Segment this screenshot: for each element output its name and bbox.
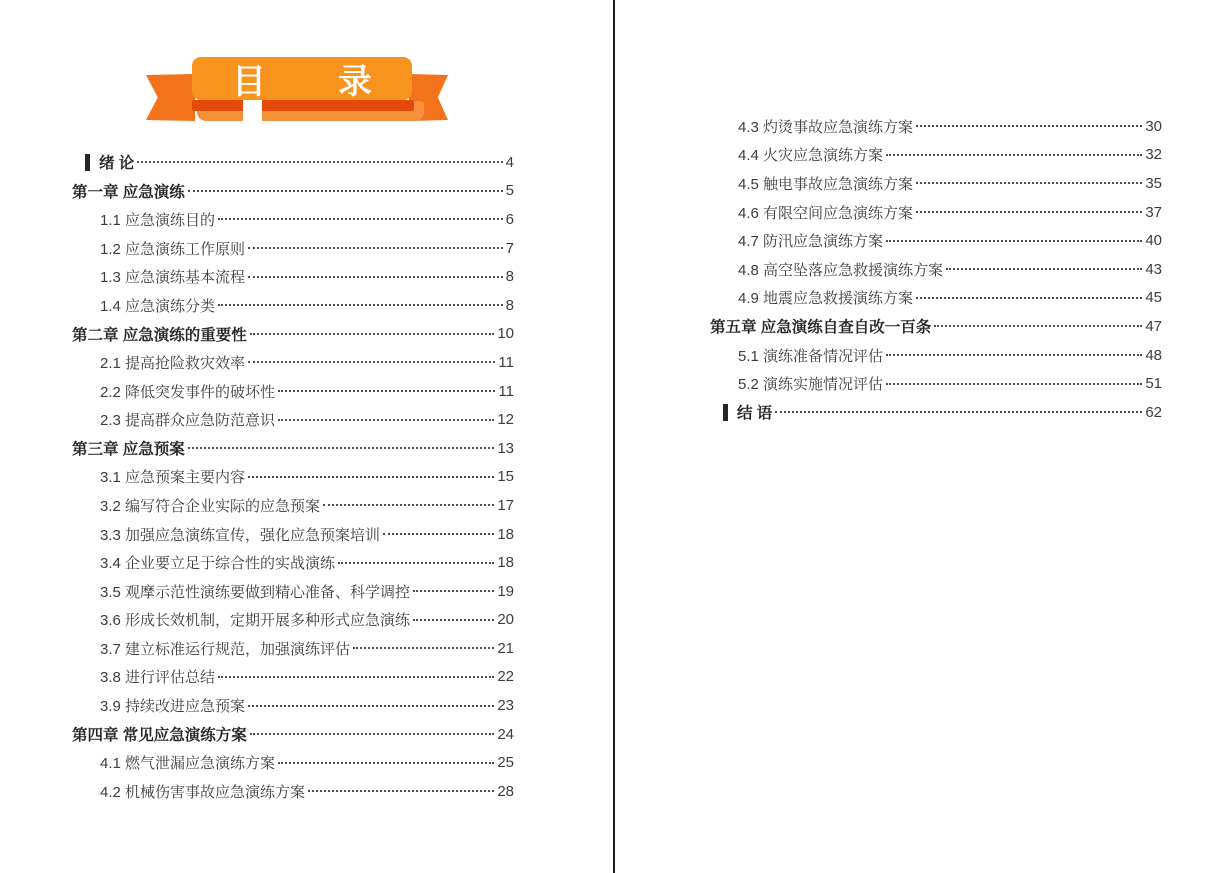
page-number: 51 [1145, 375, 1162, 393]
toc-entry-sub [710, 341, 1162, 370]
dot-leader [775, 411, 1142, 413]
dot-leader [338, 562, 494, 564]
toc-entry-sub [710, 284, 1162, 313]
toc-entry-label: 2.1 提高抢险救灾效率 [100, 354, 246, 372]
toc-entry-label: 第五章 应急演练自查自改一百条 [710, 319, 932, 337]
page-number: 20 [497, 611, 514, 629]
toc-entry-label: 4.3 灼烫事故应急演练方案 [738, 118, 914, 136]
dot-leader [413, 590, 494, 592]
ribbon-tail-left-icon [146, 74, 195, 121]
toc-entry-label: 5.1 演练准备情况评估 [738, 347, 884, 365]
toc-entry-sub [72, 262, 514, 291]
dot-leader [278, 762, 494, 764]
toc-entry-sub [72, 463, 514, 492]
toc-entry-sub [72, 777, 514, 806]
toc-entry-label: 5.2 演练实施情况评估 [738, 376, 884, 394]
toc-title-char-mu: 目 [232, 62, 266, 102]
dot-leader [218, 218, 503, 220]
toc-entry-chapter [72, 320, 514, 349]
dot-leader [353, 647, 494, 649]
toc-entry-label: 4.7 防汛应急演练方案 [738, 233, 884, 251]
toc-entry-label: 1.2 应急演练工作原则 [100, 240, 246, 258]
page-number: 24 [497, 725, 514, 743]
toc-entry-label: 4.6 有限空间应急演练方案 [738, 204, 914, 222]
dot-leader [916, 182, 1142, 184]
toc-entry-label: 3.6 形成长效机制，定期开展多种形式应急演练 [100, 612, 411, 630]
toc-entry-sub [72, 691, 514, 720]
page-number: 28 [497, 782, 514, 800]
toc-entry-sub [710, 141, 1162, 170]
dot-leader [250, 733, 495, 735]
page-number: 48 [1145, 346, 1162, 364]
page-number: 15 [497, 468, 514, 486]
toc-entry-sub [72, 663, 514, 692]
page-number: 18 [497, 525, 514, 543]
toc-entry-label: 第三章 应急预案 [72, 441, 185, 459]
toc-entry-label: 4.1 燃气泄漏应急演练方案 [100, 755, 276, 773]
page-number: 47 [1145, 317, 1162, 335]
dot-leader [916, 297, 1142, 299]
dot-leader [886, 383, 1142, 385]
toc-entry-sub [710, 112, 1162, 141]
page-number: 13 [497, 439, 514, 457]
page-number: 10 [497, 325, 514, 343]
toc-entry-label: 3.3 加强应急演练宣传，强化应急预案培训 [100, 526, 381, 544]
toc-entry-sub [72, 377, 514, 406]
toc-entry-sub [710, 169, 1162, 198]
toc-entry-sub [72, 291, 514, 320]
toc-entry-label: 3.9 持续改进应急预案 [100, 698, 246, 716]
toc-entry-label: 2.3 提高群众应急防范意识 [100, 412, 276, 430]
page-number: 4 [505, 153, 514, 171]
toc-entry-chapter [72, 434, 514, 463]
page-number: 6 [505, 210, 514, 228]
page-number: 40 [1145, 232, 1162, 250]
page-number: 62 [1145, 403, 1162, 421]
dot-leader [886, 240, 1142, 242]
dot-leader [248, 705, 494, 707]
toc-entry-label: 3.5 观摩示范性演练要做到精心准备、科学调控 [100, 583, 411, 601]
dot-leader [137, 161, 502, 163]
toc-entry-label: 3.8 进行评估总结 [100, 669, 216, 687]
page-number: 12 [497, 411, 514, 429]
toc-entry-sub [72, 548, 514, 577]
page-number: 8 [505, 268, 514, 286]
dot-leader [383, 533, 494, 535]
toc-entry-chapter [72, 177, 514, 206]
dot-leader [278, 419, 494, 421]
toc-entry-sub [72, 234, 514, 263]
toc-list-left [72, 148, 514, 806]
page-number: 19 [497, 582, 514, 600]
toc-entry-chapter [72, 720, 514, 749]
toc-entry-label: 绪 论 [99, 155, 135, 173]
toc-entry-intro [710, 398, 1162, 427]
page-number: 32 [1145, 146, 1162, 164]
dot-leader [188, 447, 495, 449]
page-number: 7 [505, 239, 514, 257]
dot-leader [188, 190, 503, 192]
toc-title-char-lu: 录 [338, 62, 372, 102]
section-marker-bar-icon [85, 154, 90, 171]
toc-entry-sub [72, 205, 514, 234]
toc-entry-sub [72, 348, 514, 377]
ribbon-band [192, 57, 412, 100]
toc-entry-intro [72, 148, 514, 177]
dot-leader [916, 211, 1142, 213]
toc-entry-sub [710, 226, 1162, 255]
page-number: 35 [1145, 174, 1162, 192]
page-divider [613, 0, 615, 873]
toc-entry-label: 3.2 编写符合企业实际的应急预案 [100, 497, 321, 515]
toc-entry-label: 1.1 应急演练目的 [100, 211, 216, 229]
dot-leader [886, 354, 1142, 356]
toc-entry-sub [72, 634, 514, 663]
page-number: 21 [497, 639, 514, 657]
toc-entry-sub [72, 520, 514, 549]
toc-entry-sub [72, 748, 514, 777]
toc-entry-label: 4.5 触电事故应急演练方案 [738, 175, 914, 193]
dot-leader [278, 390, 495, 392]
toc-entry-label: 第四章 常见应急演练方案 [72, 727, 247, 745]
toc-entry-sub [72, 491, 514, 520]
toc-entry-label: 结 语 [737, 405, 773, 423]
page-number: 23 [497, 697, 514, 715]
dot-leader [248, 276, 503, 278]
page-number: 22 [497, 668, 514, 686]
toc-entry-label: 第二章 应急演练的重要性 [72, 326, 247, 344]
page-number: 45 [1145, 289, 1162, 307]
dot-leader [886, 154, 1142, 156]
dot-leader [916, 125, 1142, 127]
toc-entry-label: 1.3 应急演练基本流程 [100, 269, 246, 287]
page-number: 5 [505, 182, 514, 200]
toc-entry-sub [710, 198, 1162, 227]
ribbon-red-strip [192, 100, 414, 111]
toc-entry-label: 4.2 机械伤害事故应急演练方案 [100, 783, 306, 801]
dot-leader [218, 304, 503, 306]
toc-entry-label: 2.2 降低突发事件的破坏性 [100, 383, 276, 401]
toc-entry-sub [710, 369, 1162, 398]
dot-leader [323, 504, 494, 506]
dot-leader [248, 476, 494, 478]
toc-entry-label: 3.4 企业要立足于综合性的实战演练 [100, 555, 336, 573]
toc-entry-label: 第一章 应急演练 [72, 183, 185, 201]
toc-entry-sub [710, 255, 1162, 284]
toc-entry-label: 3.7 建立标准运行规范，加强演练评估 [100, 640, 351, 658]
toc-entry-label: 3.1 应急预案主要内容 [100, 469, 246, 487]
dot-leader [250, 333, 495, 335]
dot-leader [946, 268, 1142, 270]
toc-entry-chapter [710, 312, 1162, 341]
toc-entry-label: 4.8 高空坠落应急救援演练方案 [738, 261, 944, 279]
page-number: 25 [497, 754, 514, 772]
dot-leader [413, 619, 494, 621]
page-number: 8 [505, 296, 514, 314]
page-number: 18 [497, 554, 514, 572]
dot-leader [248, 361, 495, 363]
toc-entry-sub [72, 606, 514, 635]
toc-entry-sub [72, 577, 514, 606]
page-number: 17 [497, 496, 514, 514]
toc-list-right [710, 112, 1162, 427]
toc-entry-label: 4.9 地震应急救援演练方案 [738, 290, 914, 308]
toc-entry-label: 1.4 应急演练分类 [100, 297, 216, 315]
dot-leader [218, 676, 494, 678]
page-number: 30 [1145, 117, 1162, 135]
toc-entry-label: 4.4 火灾应急演练方案 [738, 147, 884, 165]
page-number: 43 [1145, 260, 1162, 278]
page-number: 37 [1145, 203, 1162, 221]
dot-leader [308, 790, 494, 792]
toc-entry-sub [72, 405, 514, 434]
page-number: 11 [498, 382, 514, 400]
page-number: 11 [498, 353, 514, 371]
section-marker-bar-icon [723, 404, 728, 421]
dot-leader [934, 325, 1142, 327]
dot-leader [248, 247, 503, 249]
